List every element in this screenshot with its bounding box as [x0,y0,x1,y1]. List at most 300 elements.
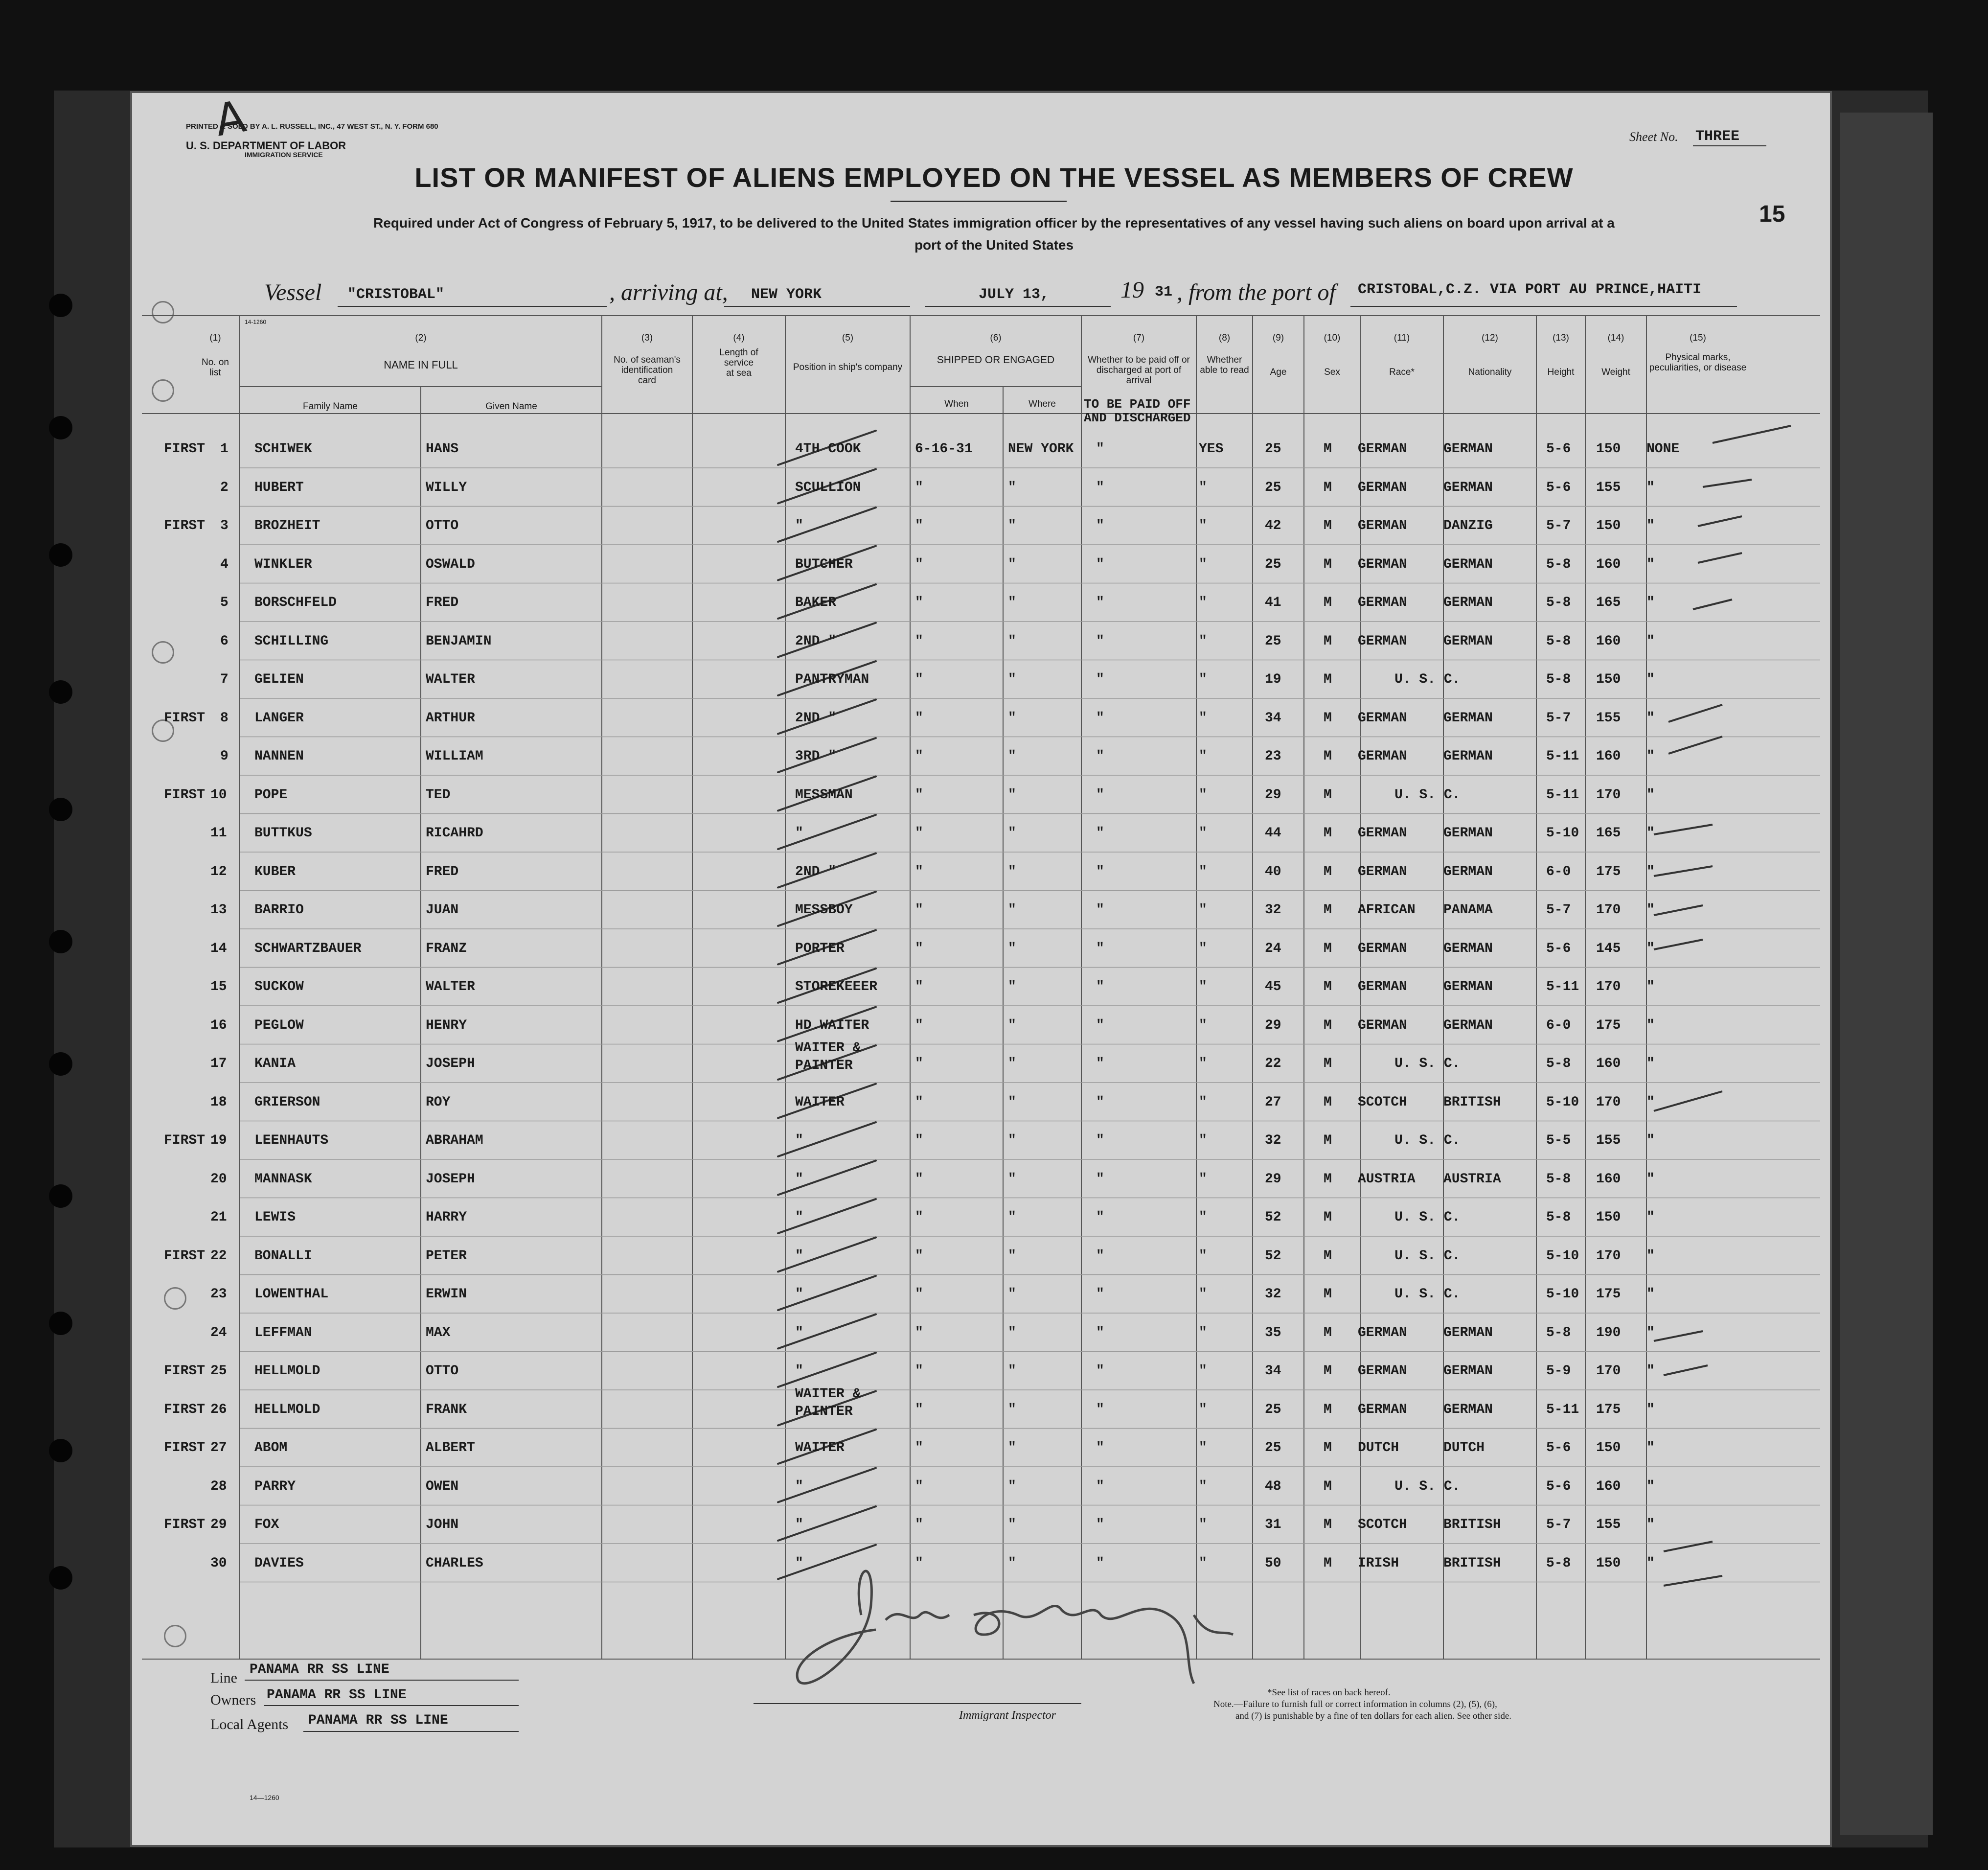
cell-position: HD.WAITER [795,1017,869,1033]
col-2b-header: Given Name [485,401,537,412]
cell-paid-off: " [1096,941,1104,956]
cell-nationality: GERMAN [1443,1017,1493,1033]
cell-paid-off: " [1096,979,1104,994]
cell-sex: M [1324,518,1332,533]
cell-physical-marks: " [1646,1094,1655,1110]
service: IMMIGRATION SERVICE [245,151,323,159]
cell-age: 34 [1265,710,1281,726]
cell-able-to-read: " [1199,1133,1207,1148]
cell-list-number: 17 [210,1056,227,1071]
cell-weight: 175 [1596,1287,1621,1302]
arrival-port: NEW YORK [751,286,822,303]
col-14-num: (14) [1607,333,1624,343]
cell-able-to-read: " [1199,979,1207,994]
pencil-tick [778,1468,876,1502]
cell-paid-off: " [1096,480,1104,495]
cell-race: U. S. C. [1394,1248,1461,1264]
cell-weight: 170 [1596,1363,1621,1379]
col-12-header: Nationality [1468,367,1512,377]
cell-shipped-when: " [915,941,923,956]
cell-given-name: ABRAHAM [426,1133,483,1148]
cell-given-name: BENJAMIN [426,633,492,649]
cell-shipped-where: " [1008,595,1016,610]
cell-shipped-where: " [1008,556,1016,572]
col-4-header: Length of service at sea [719,347,758,378]
cell-paid-off: " [1096,441,1104,457]
year-suffix: 31 [1155,284,1173,300]
cell-shipped-where: " [1008,826,1016,841]
col-4-num: (4) [733,333,745,343]
cell-given-name: PETER [426,1248,467,1264]
cell-sex: M [1324,864,1332,879]
owners-underline [264,1705,519,1706]
cell-nationality: DUTCH [1443,1440,1485,1455]
cell-sex: M [1324,826,1332,841]
cell-race: GERMAN [1358,979,1407,994]
owners-label: Owners [210,1692,256,1708]
cell-weight: 170 [1596,1094,1621,1110]
cell-height: 5-10 [1546,1094,1579,1110]
cell-age: 44 [1265,826,1281,841]
cell-age: 32 [1265,902,1281,918]
cell-list-number: 10 [210,787,227,803]
cell-paid-off: " [1096,1056,1104,1071]
cell-physical-marks: " [1646,864,1655,879]
cell-position: WAITER & PAINTER [795,1386,861,1419]
cell-nationality: BRITISH [1443,1094,1501,1110]
cell-position: WAITER [795,1094,845,1110]
cell-height: 5-7 [1546,710,1571,726]
cell-shipped-when: " [915,902,923,918]
cell-able-to-read: " [1199,672,1207,687]
inspector-label: Immigrant Inspector [959,1709,1056,1722]
cell-height: 5-11 [1546,979,1579,994]
cell-sex: M [1324,556,1332,572]
cell-list-number: 24 [210,1325,227,1340]
cell-able-to-read: " [1199,1402,1207,1417]
col-8-header: Whether able to read [1200,355,1249,375]
cell-family-name: ABOM [254,1440,288,1455]
first-mark: FIRST [164,1517,206,1532]
cell-race: AUSTRIA [1358,1171,1416,1187]
cell-family-name: SCHIWEK [254,441,312,457]
header-form-code: 14-1260 [245,319,267,325]
cell-able-to-read: " [1199,1017,1207,1033]
printer-credit: PRINTED & SOLD BY A. L. RUSSELL, INC., 47 WEST ST., N. Y. FORM 680 [186,122,438,131]
cell-able-to-read: " [1199,1287,1207,1302]
first-mark: FIRST [164,1363,206,1379]
cell-able-to-read: " [1199,1517,1207,1532]
cell-height: 6-0 [1546,864,1571,879]
cell-position: " [795,1555,803,1571]
cell-list-number: 9 [220,749,229,764]
cell-family-name: LEENHAUTS [254,1133,329,1148]
cell-given-name: HANS [426,441,459,457]
cell-height: 5-8 [1546,1210,1571,1225]
cell-nationality: BRITISH [1443,1555,1501,1571]
cell-shipped-when: " [915,556,923,572]
cell-shipped-where: " [1008,1248,1016,1264]
cell-able-to-read: YES [1199,441,1224,457]
cell-race: GERMAN [1358,941,1407,956]
page-number: 15 [1759,201,1785,227]
vessel-name: "CRISTOBAL" [347,286,445,303]
cell-physical-marks: " [1646,595,1655,610]
cell-position: WAITER & PAINTER [795,1040,861,1073]
cell-weight: 170 [1596,787,1621,803]
cell-able-to-read: " [1199,518,1207,533]
cell-weight: 155 [1596,1517,1621,1532]
cell-nationality: GERMAN [1443,749,1493,764]
cell-position: SCULLION [795,480,861,495]
cell-shipped-where: " [1008,480,1016,495]
cell-physical-marks: " [1646,1171,1655,1187]
department: U. S. DEPARTMENT OF LABOR [186,139,346,152]
cell-nationality: GERMAN [1443,826,1493,841]
cell-height: 6-0 [1546,1017,1571,1033]
cell-physical-marks: " [1646,1017,1655,1033]
cell-race: U. S. C. [1394,1478,1461,1494]
cell-race: SCOTCH [1358,1094,1407,1110]
cell-list-number: 11 [210,826,227,841]
cell-age: 22 [1265,1056,1281,1071]
cell-list-number: 16 [210,1017,227,1033]
cell-able-to-read: " [1199,749,1207,764]
cell-race: GERMAN [1358,441,1407,457]
cell-able-to-read: " [1199,1094,1207,1110]
cell-family-name: BORSCHFELD [254,595,337,610]
cell-shipped-where: " [1008,518,1016,533]
cell-shipped-when: " [915,1094,923,1110]
cell-list-number: 30 [210,1555,227,1571]
cell-given-name: JOHN [426,1517,459,1532]
cell-weight: 190 [1596,1325,1621,1340]
cell-weight: 160 [1596,556,1621,572]
cell-family-name: PEGLOW [254,1017,304,1033]
inspector-signature [797,1571,1233,1684]
cell-shipped-where: " [1008,1056,1016,1071]
cell-paid-off: " [1096,826,1104,841]
cell-weight: 175 [1596,1017,1621,1033]
cell-age: 25 [1265,1402,1281,1417]
arrival-date: JULY 13, [979,286,1050,303]
cell-shipped-when: " [915,1517,923,1532]
vessel-label: Vessel [264,279,322,305]
cell-height: 5-6 [1546,1440,1571,1455]
cell-age: 25 [1265,480,1281,495]
cell-sex: M [1324,749,1332,764]
cell-given-name: FRED [426,864,459,879]
cell-shipped-when: " [915,633,923,649]
cell-paid-off: " [1096,1402,1104,1417]
cell-position: 2ND " [795,864,837,879]
cell-height: 5-6 [1546,1478,1571,1494]
cell-shipped-when: 6-16-31 [915,441,973,457]
cell-family-name: GRIERSON [254,1094,320,1110]
cell-sex: M [1324,1056,1332,1071]
cell-paid-off: " [1096,1171,1104,1187]
from-port-label: , from the port of [1177,279,1336,305]
cell-nationality: GERMAN [1443,1363,1493,1379]
cell-paid-off: " [1096,749,1104,764]
cell-shipped-when: " [915,864,923,879]
cell-able-to-read: " [1199,1056,1207,1071]
cell-able-to-read: " [1199,902,1207,918]
pencil-tick [778,508,876,542]
cell-physical-marks: " [1646,1440,1655,1455]
cell-age: 48 [1265,1478,1281,1494]
cell-family-name: GELIEN [254,672,304,687]
col-13-header: Height [1547,367,1575,377]
cell-race: GERMAN [1358,480,1407,495]
cell-weight: 160 [1596,749,1621,764]
col-6-num: (6) [990,333,1002,343]
cell-race: GERMAN [1358,1402,1407,1417]
year-prefix: 19 [1120,277,1144,303]
cell-weight: 150 [1596,518,1621,533]
cell-shipped-when: " [915,1171,923,1187]
col-3-num: (3) [641,333,653,343]
cell-position: " [795,1287,803,1302]
cell-paid-off: " [1096,1094,1104,1110]
cell-able-to-read: " [1199,633,1207,649]
cell-family-name: BARRIO [254,902,304,918]
subtitle-line-1: Required under Act of Congress of February 5, 1917, to be delivered to the United States immigration officer by the representatives of any vessel having such aliens on board upon arrival at a [373,215,1615,231]
cell-sex: M [1324,633,1332,649]
cell-given-name: TED [426,787,451,803]
pencil-tick [778,1353,876,1387]
col-14-header: Weight [1601,367,1630,377]
pencil-tick [778,1122,876,1156]
line-value: PANAMA RR SS LINE [250,1662,389,1677]
cell-physical-marks: " [1646,1287,1655,1302]
cell-race: SCOTCH [1358,1517,1407,1532]
cell-weight: 160 [1596,1056,1621,1071]
col-6-header: SHIPPED OR ENGAGED [937,354,1055,366]
col-13-num: (13) [1553,333,1569,343]
cell-able-to-read: " [1199,595,1207,610]
cell-paid-off: " [1096,1287,1104,1302]
cell-race: GERMAN [1358,1325,1407,1340]
cell-position: " [795,1133,803,1148]
cell-position: 3RD " [795,749,837,764]
col-7-header: Whether to be paid off or discharged at port of arrival [1088,355,1190,386]
cell-height: 5-8 [1546,1171,1571,1187]
cell-shipped-when: " [915,1363,923,1379]
cell-shipped-when: " [915,1056,923,1071]
cell-race: GERMAN [1358,710,1407,726]
first-mark: FIRST [164,1133,206,1148]
cell-race: U. S. C. [1394,672,1461,687]
cell-shipped-where: " [1008,749,1016,764]
cell-position: 2ND " [795,633,837,649]
cell-weight: 150 [1596,1440,1621,1455]
cell-paid-off: " [1096,633,1104,649]
first-mark: FIRST [164,441,206,457]
cell-physical-marks: " [1646,480,1655,495]
cell-sex: M [1324,902,1332,918]
cell-weight: 150 [1596,441,1621,457]
pencil-tick [778,1238,876,1272]
cell-race: GERMAN [1358,826,1407,841]
cell-family-name: SCHILLING [254,633,329,649]
cell-list-number: 12 [210,864,227,879]
subtitle-line-2: port of the United States [914,237,1074,253]
scan-mark: A [211,91,250,147]
cell-paid-off: " [1096,787,1104,803]
fine-note-2: and (7) is punishable by a fine of ten dollars for each alien. See other side. [1235,1711,1512,1721]
cell-age: 23 [1265,749,1281,764]
col-2a-header: Family Name [303,401,358,412]
owners-value: PANAMA RR SS LINE [267,1687,407,1703]
col-6a-header: When [944,399,969,409]
cell-sex: M [1324,1517,1332,1532]
cell-age: 40 [1265,864,1281,879]
cell-weight: 155 [1596,710,1621,726]
cell-shipped-where: " [1008,787,1016,803]
cell-list-number: 13 [210,902,227,918]
pencil-tick [778,1506,876,1541]
cell-family-name: LOWENTHAL [254,1287,329,1302]
cell-given-name: OTTO [426,1363,459,1379]
cell-family-name: KUBER [254,864,296,879]
col-9-header: Age [1270,367,1287,377]
cell-nationality: AUSTRIA [1443,1171,1501,1187]
cell-physical-marks: " [1646,518,1655,533]
cell-age: 35 [1265,1325,1281,1340]
cell-age: 29 [1265,1171,1281,1187]
cell-position: " [795,1248,803,1264]
cell-nationality: GERMAN [1443,556,1493,572]
pencil-tick [778,815,876,849]
cell-physical-marks: " [1646,979,1655,994]
cell-sex: M [1324,1210,1332,1225]
cell-given-name: OSWALD [426,556,475,572]
cell-given-name: WALTER [426,672,475,687]
col-10-num: (10) [1324,333,1341,343]
cell-age: 42 [1265,518,1281,533]
cell-list-number: 1 [220,441,229,457]
inspector-underline [754,1703,1081,1704]
cell-list-number: 2 [220,480,229,495]
line-label: Line [210,1670,237,1686]
cell-given-name: ROY [426,1094,451,1110]
cell-able-to-read: " [1199,556,1207,572]
cell-given-name: WALTER [426,979,475,994]
col-1-header: No. on list [202,357,229,378]
cell-age: 32 [1265,1287,1281,1302]
cell-list-number: 20 [210,1171,227,1187]
cell-shipped-when: " [915,1440,923,1455]
cell-physical-marks: " [1646,556,1655,572]
cell-shipped-where: " [1008,1094,1016,1110]
cell-paid-off: " [1096,1555,1104,1571]
cell-family-name: DAVIES [254,1555,304,1571]
cell-list-number: 15 [210,979,227,994]
cell-weight: 160 [1596,633,1621,649]
cell-position: MESSBOY [795,902,853,918]
cell-sex: M [1324,1555,1332,1571]
cell-given-name: OTTO [426,518,459,533]
cell-height: 5-5 [1546,1133,1571,1148]
cell-sex: M [1324,441,1332,457]
agents-value: PANAMA RR SS LINE [308,1713,448,1728]
cell-shipped-when: " [915,979,923,994]
sheet-label: Sheet No. [1629,130,1678,144]
cell-sex: M [1324,1017,1332,1033]
cell-sex: M [1324,1248,1332,1264]
cell-shipped-where: " [1008,902,1016,918]
cell-weight: 165 [1596,595,1621,610]
cell-nationality: GERMAN [1443,595,1493,610]
cell-list-number: 26 [210,1402,227,1417]
cell-sex: M [1324,480,1332,495]
cell-shipped-where: " [1008,633,1016,649]
cell-family-name: LANGER [254,710,304,726]
cell-given-name: ARTHUR [426,710,475,726]
cell-given-name: JOSEPH [426,1171,475,1187]
cell-nationality: GERMAN [1443,441,1493,457]
cell-race: GERMAN [1358,556,1407,572]
cell-age: 29 [1265,787,1281,803]
cell-able-to-read: " [1199,1478,1207,1494]
cell-race: GERMAN [1358,518,1407,533]
cell-age: 25 [1265,1440,1281,1455]
cell-shipped-when: " [915,710,923,726]
cell-list-number: 14 [210,941,227,956]
cell-height: 5-9 [1546,1363,1571,1379]
cell-given-name: FRED [426,595,459,610]
cell-physical-marks: " [1646,1402,1655,1417]
cell-able-to-read: " [1199,1171,1207,1187]
cell-paid-off: " [1096,595,1104,610]
cell-nationality: GERMAN [1443,1402,1493,1417]
cell-nationality: DANZIG [1443,518,1493,533]
cell-race: GERMAN [1358,595,1407,610]
cell-physical-marks: " [1646,941,1655,956]
cell-nationality: GERMAN [1443,864,1493,879]
cell-shipped-where: " [1008,710,1016,726]
cell-nationality: GERMAN [1443,710,1493,726]
cell-shipped-when: " [915,1287,923,1302]
cell-shipped-when: " [915,1478,923,1494]
cell-age: 24 [1265,941,1281,956]
cell-sex: M [1324,672,1332,687]
cell-height: 5-7 [1546,1517,1571,1532]
cell-shipped-when: " [915,1402,923,1417]
cell-paid-off: " [1096,556,1104,572]
cell-nationality: PANAMA [1443,902,1493,918]
cell-position: " [795,1325,803,1340]
cell-list-number: 23 [210,1287,227,1302]
cell-physical-marks: " [1646,1555,1655,1571]
cell-weight: 155 [1596,1133,1621,1148]
cell-list-number: 25 [210,1363,227,1379]
cell-given-name: HARRY [426,1210,467,1225]
cell-physical-marks: " [1646,1325,1655,1340]
cell-height: 5-6 [1546,441,1571,457]
cell-given-name: MAX [426,1325,451,1340]
cell-shipped-where: " [1008,1287,1016,1302]
cell-list-number: 21 [210,1210,227,1225]
cell-weight: 150 [1596,1555,1621,1571]
cell-position: STOREKEEER [795,979,878,994]
cell-shipped-where: " [1008,941,1016,956]
cell-shipped-when: " [915,1555,923,1571]
cell-shipped-where: " [1008,1133,1016,1148]
cell-paid-off: " [1096,518,1104,533]
cell-sex: M [1324,1402,1332,1417]
